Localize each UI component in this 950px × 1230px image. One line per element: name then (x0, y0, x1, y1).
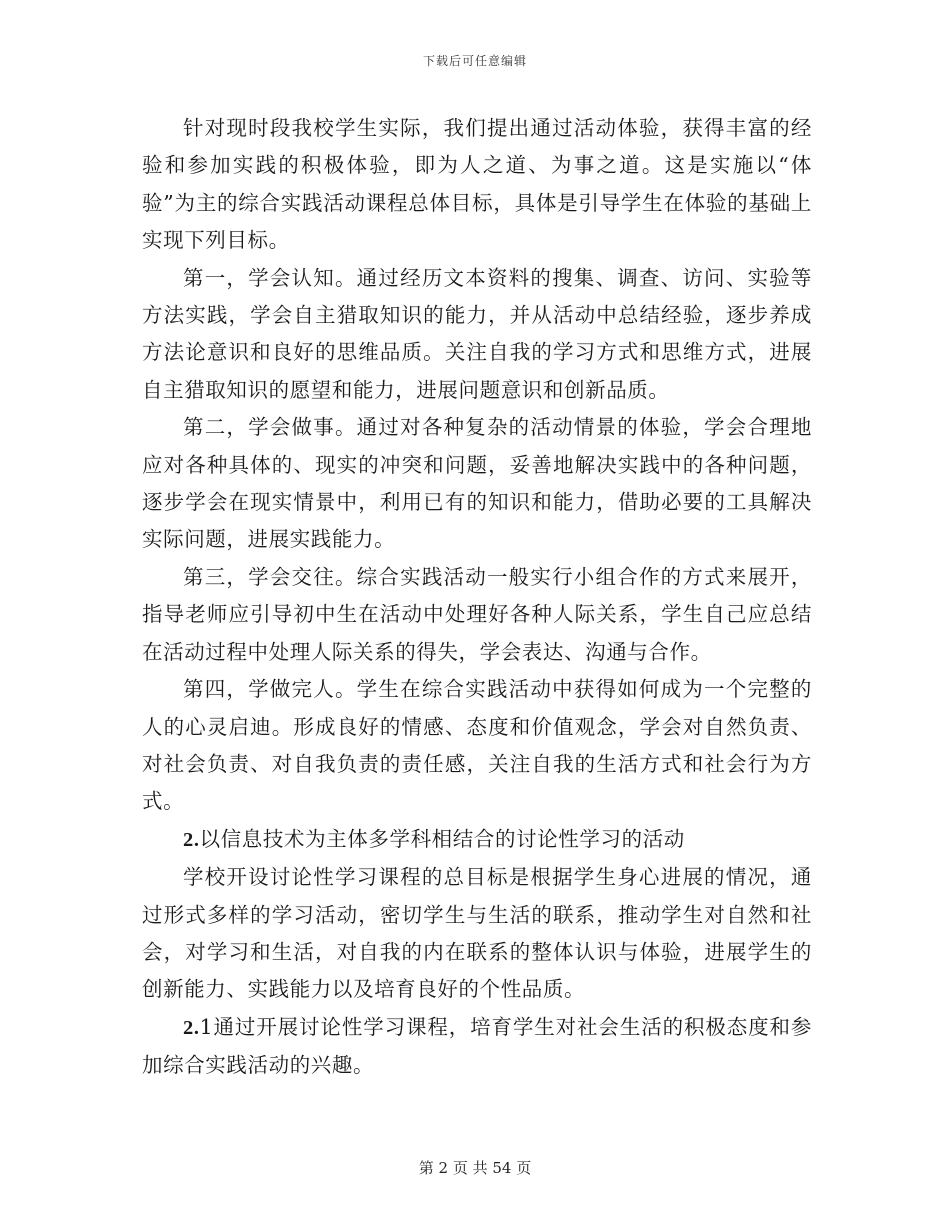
paragraph-goal-1: 第一，学会认知。通过经历文本资料的搜集、调查、访问、实验等方法实践，学会自主猎取知识的能力，并从活动中总结经验，逐步养成方法论意识和良好的思维品质。关注自我的学习方式和思维方式，进展自主猎取知识的愿望和能力，进展问题意识和创新品质。 (142, 265, 812, 402)
paragraph-section-2-1 (142, 1009, 812, 1085)
subsection-number-rest: 1 (199, 1014, 214, 1039)
section-heading-2 (142, 821, 812, 859)
page-footer: 第 2 页 共 54 页 (418, 1159, 532, 1177)
paragraph-intro: 针对现时段我校学生实际，我们提出通过活动体验，获得丰富的经验和参加实践的积极体验，即为人之道、为事之道。这是实施以“体验”为主的综合实践活动课程总体目标，具体是引导学生在体验的基础上实现下列目标。 (142, 116, 812, 253)
section-number: 2. (183, 828, 200, 851)
paragraph-section-2: 学校开设讨论性学习课程的总目标是根据学生身心进展的情况，通过形式多样的学习活动，密切学生与生活的联系，推动学生对自然和社会，对学习和生活，对自我的内在联系的整体认识与体验，进展学生的创新能力、实践能力以及培育良好的个性品质。 (142, 865, 812, 1002)
paragraph-goal-4: 第四，学做完人。学生在综合实践活动中获得如何成为一个完整的人的心灵启迪。形成良好的情感、态度和价值观念，学会对自然负责、对社会负责、对自我负责的责任感，关注自我的生活方式和社会行为方式。 (142, 677, 812, 814)
body-text (142, 110, 812, 1085)
paragraph-goal-2: 第二，学会做事。通过对各种复杂的活动情景的体验，学会合理地应对各种具体的、现实的冲突和问题，妥善地解决实践中的各种问题，逐步学会在现实情景中，利用已有的知识和能力，借助必要的工具解决实际问题，进展实践能力。 (142, 415, 812, 552)
paragraph-goal-3: 第三，学会交往。综合实践活动一般实行小组合作的方式来展开，指导老师应引导初中生在活动中处理好各种人际关系，学生自己应总结在活动过程中处理人际关系的得失，学会表达、沟通与合作。 (142, 564, 812, 664)
page-header: 下载后可任意编辑 (422, 54, 527, 68)
subsection-number: 2. (183, 1016, 200, 1039)
subsection-text: 通过开展讨论性学习课程，培育学生对社会生活的积极态度和参加综合实践活动的兴趣。 (142, 1014, 812, 1078)
section-heading-text: 以信息技术为主体多学科相结合的讨论性学习的活动 (199, 826, 685, 851)
